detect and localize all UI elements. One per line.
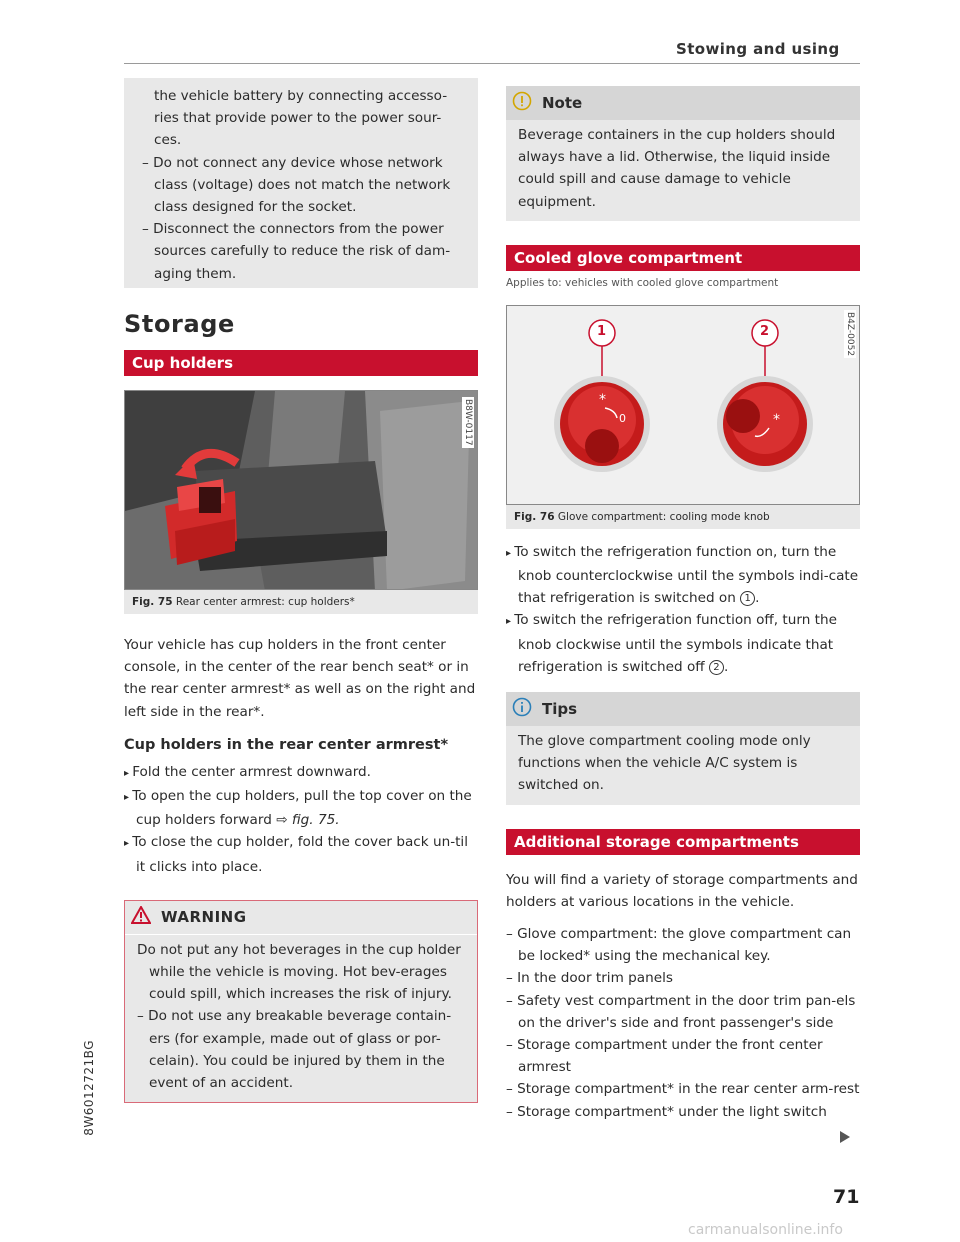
- figure-76-caption: [506, 505, 860, 529]
- applies-to-note: Applies to: vehicles with cooled glove compartment: [506, 276, 779, 289]
- storage-item-6: – Storage compartment* under the light switch: [506, 1101, 860, 1123]
- tips-title: Tips: [542, 700, 578, 719]
- cooled-glove-section-bar: Cooled glove compartment: [506, 245, 860, 271]
- cup-holder-steps: [124, 761, 478, 878]
- warning-title: WARNING: [161, 908, 247, 927]
- cup-holders-section-bar: Cup holders: [124, 350, 478, 376]
- page-number: 71: [833, 1186, 860, 1208]
- additional-storage-section-bar: Additional storage compartments: [506, 829, 860, 855]
- knob-1-off-label: 0: [619, 411, 626, 425]
- right-column: [506, 86, 860, 1123]
- glove-step-2: ▸ To switch the refrigeration function off, turn the knob clockwise until the symbols indicate that refrigeration is switched off 2 .: [506, 609, 860, 678]
- callout-ref-1: 1: [740, 591, 755, 606]
- info-circle-icon: [512, 697, 532, 721]
- continued-warning-box: [124, 78, 478, 288]
- fig75-reference-link[interactable]: ⇨ fig. 75.: [276, 812, 340, 829]
- tips-callout: [506, 692, 860, 805]
- warning-item-1: Do not put any hot beverages in the cup holder while the vehicle is moving. Hot bev-erages could spill, which increases the risk of injury.: [137, 941, 461, 1003]
- figure-76-code: B4Z-0052: [845, 311, 855, 356]
- callout-ref-2: 2: [709, 660, 724, 675]
- figure-76-caption-text: Glove compartment: cooling mode knob: [557, 510, 770, 523]
- additional-storage-list: [506, 923, 860, 1123]
- note-text: Beverage containers in the cup holders should always have a lid. Otherwise, the liquid inside could spill and cause damage to vehicle equipment.: [518, 127, 836, 210]
- figure-75: [124, 390, 478, 590]
- continued-item-3: – Disconnect the connectors from the power sources carefully to reduce the risk of dam-aging them.: [142, 218, 466, 285]
- additional-storage-intro: You will find a variety of storage compartments and holders at various locations in the vehicle.: [506, 871, 858, 910]
- header-rule: [124, 63, 860, 64]
- storage-item-1: – Glove compartment: the glove compartment can be locked* using the mechanical key.: [506, 923, 860, 967]
- exclamation-circle-icon: [512, 91, 532, 115]
- storage-item-5: – Storage compartment* in the rear center arm-rest: [506, 1078, 860, 1100]
- rear-armrest-subheading: Cup holders in the rear center armrest*: [124, 736, 449, 753]
- continued-arrow-icon: [840, 1131, 850, 1143]
- storage-item-2: – In the door trim panels: [506, 967, 860, 989]
- cup-step-3: ▸ To close the cup holder, fold the cover back un-til it clicks into place.: [124, 831, 478, 877]
- left-column: [124, 78, 478, 1103]
- figure-76-label: Fig. 76: [514, 510, 555, 523]
- cup-step-1: ▸ Fold the center armrest downward.: [124, 761, 478, 785]
- cup-step-2: ▸ To open the cup holders, pull the top cover on the cup holders forward ⇨ fig. 75.: [124, 785, 478, 831]
- glove-steps: [506, 541, 860, 678]
- figure-75-caption-text: Rear center armrest: cup holders*: [175, 596, 355, 608]
- svg-text:*: *: [599, 391, 606, 408]
- warning-body: [125, 935, 477, 1102]
- note-title: Note: [542, 94, 583, 112]
- warning-triangle-icon: [131, 906, 151, 928]
- svg-text:*: *: [773, 411, 780, 428]
- warning-callout: [124, 900, 478, 1103]
- continued-item-1: the vehicle battery by connecting accesso- ries that provide power to the power sour- ces.: [154, 88, 448, 149]
- glove-step-1: ▸ To switch the refrigeration function on, turn the knob counterclockwise until the symbols indi-cate that refrigeration is switched on 1 .: [506, 541, 860, 610]
- glove-knobs-illustration: [507, 306, 860, 505]
- warning-list: [137, 939, 465, 1094]
- note-header: [506, 86, 860, 120]
- figure-75-label: Fig. 75: [132, 596, 173, 608]
- tips-header: [506, 692, 860, 726]
- cup-holders-intro: Your vehicle has cup holders in the front center console, in the center of the rear bench seat* or in the rear center armrest* as well as on the right and left side in the rear*.: [124, 637, 476, 720]
- storage-item-3: – Safety vest compartment in the door trim pan-els on the driver's side and front passenger's side: [506, 990, 860, 1034]
- figure-75-code: B8W-0117: [463, 399, 473, 446]
- storage-item-4: – Storage compartment under the front center armrest: [506, 1034, 860, 1078]
- note-callout: [506, 86, 860, 221]
- note-body: [506, 120, 860, 221]
- document-code: 8W6012721BG: [82, 1040, 96, 1136]
- warning-item-2: – Do not use any breakable beverage contain-ers (for example, made out of glass or por-celain). You could be injured by them in the event of an accident.: [137, 1005, 465, 1094]
- page-header-title: Stowing and using: [676, 40, 840, 58]
- storage-heading: Storage: [124, 310, 235, 338]
- continued-item-2: – Do not connect any device whose network class (voltage) does not match the network class designed for the socket.: [142, 152, 466, 219]
- armrest-cup-holder-illustration: [125, 391, 478, 590]
- tips-body: [506, 726, 860, 805]
- continued-list: [142, 85, 466, 285]
- tips-text: The glove compartment cooling mode only functions when the vehicle A/C system is switched on.: [518, 733, 811, 794]
- callout-2-label: 2: [760, 323, 770, 339]
- figure-76: [506, 305, 860, 505]
- figure-75-caption: [124, 590, 478, 614]
- callout-1-label: 1: [597, 323, 607, 339]
- watermark: carmanualsonline.info: [688, 1222, 843, 1238]
- warning-header: [125, 901, 477, 935]
